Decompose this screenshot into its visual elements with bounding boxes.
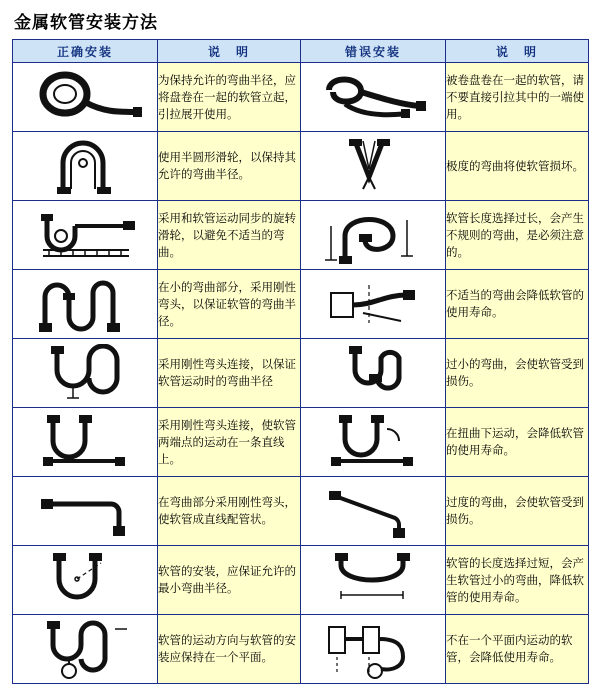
table-row [13,546,589,615]
correct-description: 使用半圆形滑轮，以保持其允许的弯曲半径。 [158,132,301,201]
table-row [13,339,589,408]
table-row [13,270,589,339]
synchronized-rotating-pulley-icon [13,201,158,270]
loose-long-hose-loop-icon [301,201,446,270]
column-header-correct: 正确安装 [13,40,158,63]
wrong-description: 不适当的弯曲会降低软管的使用寿命。 [446,270,589,339]
correct-description: 为保持允许的弯曲半径，应将盘卷在一起的软管立起，引拉展开使用。 [158,63,301,132]
wrong-description: 软管的长度选择过短，会产生软管过小的弯曲，降低软管的使用寿命。 [446,546,589,615]
over-bent-angle-hose-icon [301,477,446,546]
wrong-description: 过度的弯曲，会使软管受到损伤。 [446,477,589,546]
hose-motion-same-plane-icon [13,615,158,684]
sharp-v-bend-hose-icon [301,132,446,201]
improper-tight-bend-icon [301,270,446,339]
table-row [13,201,589,270]
table-row [13,132,589,201]
rigid-elbow-small-bend-icon [13,270,158,339]
wrong-description: 过小的弯曲，会使软管受到损伤。 [446,339,589,408]
wrong-description: 软管长度选择过长，会产生不规则的弯曲，是必须注意的。 [446,201,589,270]
hose-motion-out-of-plane-icon [301,615,446,684]
minimum-bend-radius-u-hose-icon [13,546,158,615]
table-row [13,477,589,546]
over-tight-u-bend-icon [301,339,446,408]
wrong-description: 被卷盘卷在一起的软管，请不要直接引拉其中的一端使用。 [446,63,589,132]
column-header-wrong: 错误安装 [301,40,446,63]
correct-description: 软管的安装，应保证允许的最小弯曲半径。 [158,546,301,615]
table-row [13,63,589,132]
column-header-correct-desc: 说 明 [158,40,301,63]
table-row [13,408,589,477]
installation-methods-table [12,39,589,684]
wrong-description: 不在一个平面内运动的软管，会降低使用寿命。 [446,615,589,684]
wrong-description: 极度的弯曲将使软管损坏。 [446,132,589,201]
table-header-row [13,40,589,63]
rigid-elbow-straight-line-motion-icon [13,408,158,477]
correct-description: 采用刚性弯头连接，使软管两端点的运动在一条直线上。 [158,408,301,477]
wrong-description: 在扭曲下运动，会降低软管的使用寿命。 [446,408,589,477]
twisted-u-hose-icon [301,408,446,477]
table-row [13,615,589,684]
coiled-hose-uncoiling-icon [13,63,158,132]
correct-description: 采用和软管运动同步的旋转滑轮，以避免不适当的弯曲。 [158,201,301,270]
correct-description: 采用刚性弯头连接，以保证软管运动时的弯曲半径 [158,339,301,408]
column-header-wrong-desc: 说 明 [446,40,589,63]
semicircular-guide-roller-icon [13,132,158,201]
coiled-hose-pulled-one-end-icon [301,63,446,132]
correct-description: 软管的运动方向与软管的安装应保持在一个平面。 [158,615,301,684]
correct-description: 在弯曲部分采用刚性弯头，使软管成直线配管状。 [158,477,301,546]
too-long-hose-small-bend-icon [301,546,446,615]
page-title: 金属软管安装方法 [14,13,158,33]
correct-description: 在小的弯曲部分，采用刚性弯头，以保证软管的弯曲半径。 [158,270,301,339]
rigid-elbow-u-loop-icon [13,339,158,408]
straight-piping-with-elbow-icon [13,477,158,546]
